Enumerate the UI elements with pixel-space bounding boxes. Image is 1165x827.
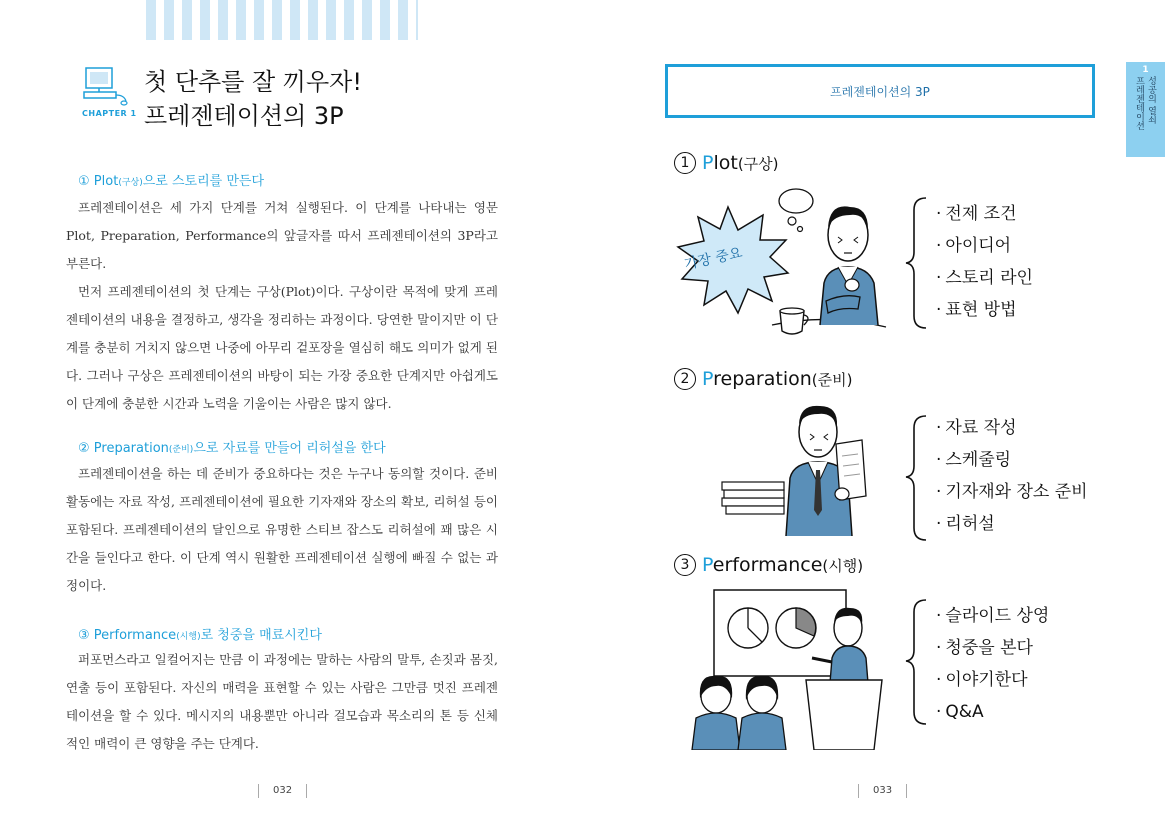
- list-item: · 이야기한다: [936, 664, 1049, 696]
- tab-text-2: 프레젠테이션: [1134, 76, 1144, 130]
- section-body-performance: [66, 646, 498, 758]
- paragraph: 퍼포먼스라고 일컬어지는 만큼 이 과정에는 말하는 사람의 말투, 손짓과 몸짓, 연출 등이 포함된다. 자신의 매력을 표현할 수 있는 사람은 그만큼 멋진 프레젠테이션을 할 수 있다. 메시지의 내용뿐만 아니라 걸모습과 목소리의 톤 등 신체적인 매력이 큰 영향을 주는 단계다.: [66, 652, 498, 751]
- list-item: · 스케줄링: [936, 444, 1088, 476]
- brace-plot: [904, 196, 930, 330]
- section-heading-plot: ① Plot(구상)으로 스토리를 만든다: [78, 174, 265, 189]
- bullet-list-preparation: [936, 412, 1088, 540]
- list-item: · 청중을 본다: [936, 632, 1049, 664]
- section-heading-preparation: ② Preparation(준비)으로 자료를 만들어 리허설을 한다: [78, 441, 386, 456]
- list-item: · 표현 방법: [936, 294, 1033, 326]
- list-item: · 스토리 라인: [936, 262, 1033, 294]
- page-title-line-1: 첫 단추를 잘 끼우자!: [144, 68, 362, 96]
- header-stripes: [146, 0, 418, 40]
- computer-icon: [80, 64, 130, 108]
- list-item: · 자료 작성: [936, 412, 1088, 444]
- presenting-man-illustration: [686, 588, 886, 750]
- page-title-line-2: 프레젠테이션의 3P: [144, 102, 344, 130]
- brace-preparation: [904, 414, 930, 542]
- list-item: · Q&A: [936, 696, 1049, 728]
- section-heading-performance: ③ Performance(시행)로 청중을 매료시킨다: [78, 628, 322, 643]
- summary-title-box: [665, 64, 1095, 118]
- tab-text-1: 성공의 열쇠: [1146, 76, 1156, 124]
- tab-number: 1: [1142, 65, 1149, 75]
- stage-heading-performance: 3 Performance(시행): [674, 554, 863, 576]
- stage-heading-plot: 1 Plot(구상): [674, 152, 779, 174]
- starburst-label: 가장 중요: [683, 245, 744, 273]
- section-body-plot: [66, 194, 498, 418]
- paragraph: 프레젠테이션은 세 가지 단계를 거쳐 실행된다. 이 단계를 나타내는 영문 Plot, Preparation, Performance의 앞글자를 따서 프레젠테이션의 3P라고 부른다.: [66, 200, 498, 271]
- brace-performance: [904, 598, 930, 726]
- page-number-left: 032: [258, 784, 307, 798]
- summary-title: 프레젠테이션의 3P: [830, 84, 930, 99]
- paragraph: 먼저 프레젠테이션의 첫 단계는 구상(Plot)이다. 구상이란 목적에 맞게 프레젠테이션의 내용을 결정하고, 생각을 정리하는 과정이다. 당연한 말이지만 이 단계를 충분히 거치지 않으면 나중에 아무리 겉포장을 열심히 해도 의미가 없게 된다. 그러나 구상은 프레젠테이션의 바탕이 되는 가장 중요한 단계지만 아쉽게도 이 단계에 충분한 시간과 노력을 기울이는 사람은 많지 않다.: [66, 284, 498, 411]
- list-item: · 슬라이드 상영: [936, 600, 1049, 632]
- bullet-list-plot: [936, 198, 1033, 326]
- list-item: · 리허설: [936, 508, 1088, 540]
- section-body-preparation: [66, 460, 498, 600]
- preparing-man-illustration: [720, 400, 880, 540]
- list-item: · 아이디어: [936, 230, 1033, 262]
- paragraph: 프레젠테이션을 하는 데 준비가 중요하다는 것은 누구나 동의할 것이다. 준비 활동에는 자료 작성, 프레젠테이션에 필요한 기자재와 장소의 확보, 리허설 등이 포함된다. 프레젠테이션의 달인으로 유명한 스티브 잡스도 리허설에 꽤 많은 시간을 들인다고 한다. 이 단계 역시 원활한 프레젠테이션 실행에 빠질 수 없는 과정이다.: [66, 466, 498, 593]
- chapter-side-tab: [1126, 62, 1165, 157]
- page-number-right: 033: [858, 784, 907, 798]
- bullet-list-performance: [936, 600, 1049, 728]
- stage-heading-preparation: 2 Preparation(준비): [674, 368, 852, 390]
- list-item: · 기자재와 장소 준비: [936, 476, 1088, 508]
- chapter-label: CHAPTER 1: [82, 109, 137, 118]
- list-item: · 전제 조건: [936, 198, 1033, 230]
